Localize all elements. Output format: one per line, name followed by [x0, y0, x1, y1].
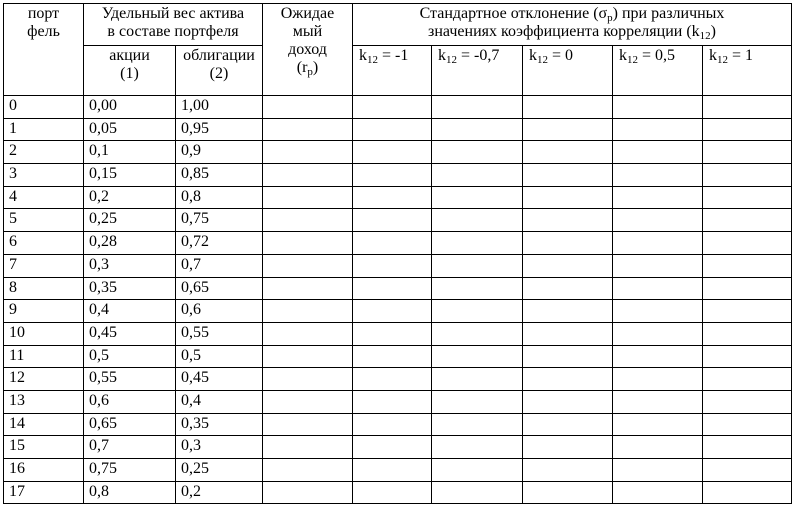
- expected-return-cell: [263, 300, 353, 323]
- k-value: = 1: [728, 47, 754, 64]
- std-k-0-cell: [523, 186, 613, 209]
- return-header-line2: мый: [292, 23, 323, 40]
- portfolio-number-cell: 10: [4, 322, 84, 345]
- std-k-1-cell: [703, 413, 792, 436]
- std-k-0-cell: [523, 254, 613, 277]
- std-k-0-cell: [523, 436, 613, 459]
- std-k-0-cell: [523, 481, 613, 504]
- expected-return-cell: [263, 390, 353, 413]
- stocks-weight-cell: 0,2: [84, 186, 176, 209]
- std-k-neg07-cell: [432, 118, 523, 141]
- std-k-neg1-cell: [353, 300, 432, 323]
- stocks-weight-cell: 0,6: [84, 390, 176, 413]
- std-k-neg07-cell: [432, 254, 523, 277]
- std-k-neg1-cell: [353, 345, 432, 368]
- bonds-weight-cell: 0,35: [176, 413, 263, 436]
- std-k-neg07-cell: [432, 141, 523, 164]
- k-sub: 12: [367, 54, 378, 66]
- return-header-line1: Ожидае: [280, 5, 335, 22]
- portfolio-number-cell: 3: [4, 164, 84, 187]
- std-k-neg1-cell: [353, 254, 432, 277]
- std-k-neg07-cell: [432, 413, 523, 436]
- return-header-r: (r: [296, 59, 308, 76]
- bonds-weight-cell: 0,45: [176, 368, 263, 391]
- expected-return-cell: [263, 277, 353, 300]
- std-k-1-cell: [703, 345, 792, 368]
- std-k-05-cell: [613, 96, 703, 119]
- expected-return-cell: [263, 322, 353, 345]
- std-header-line2-pre: значениях коэффициента корреляции (k: [428, 23, 700, 40]
- std-k-neg07-cell: [432, 345, 523, 368]
- std-k-0-cell: [523, 96, 613, 119]
- table-row: [4, 209, 792, 232]
- std-header-line2-post: ): [710, 23, 716, 40]
- std-k-neg07-cell: [432, 436, 523, 459]
- std-k-neg1-cell: [353, 164, 432, 187]
- table-row: [4, 254, 792, 277]
- stocks-weight-cell: 0,25: [84, 209, 176, 232]
- std-k-05-cell: [613, 459, 703, 482]
- stocks-weight-cell: 0,55: [84, 368, 176, 391]
- std-k-neg07-cell: [432, 390, 523, 413]
- portfolio-number-cell: 8: [4, 277, 84, 300]
- expected-return-cell: [263, 96, 353, 119]
- bonds-weight-cell: 0,65: [176, 277, 263, 300]
- table-row: [4, 436, 792, 459]
- std-k-1-cell: [703, 254, 792, 277]
- std-k-1-cell: [703, 118, 792, 141]
- k-col-1: [353, 46, 432, 96]
- bonds-weight-cell: 0,75: [176, 209, 263, 232]
- bonds-weight-cell: 0,3: [176, 436, 263, 459]
- std-group-header: [353, 4, 792, 46]
- std-k-05-cell: [613, 368, 703, 391]
- expected-return-cell: [263, 186, 353, 209]
- std-k-1-cell: [703, 164, 792, 187]
- std-k-neg07-cell: [432, 322, 523, 345]
- bonds-header: [176, 46, 263, 96]
- std-k-0-cell: [523, 322, 613, 345]
- std-k-1-cell: [703, 209, 792, 232]
- k-letter: k: [529, 47, 537, 64]
- table-row: [4, 141, 792, 164]
- stocks-weight-cell: 0,35: [84, 277, 176, 300]
- std-k-neg1-cell: [353, 232, 432, 255]
- std-k-05-cell: [613, 436, 703, 459]
- std-k-neg1-cell: [353, 322, 432, 345]
- portfolio-table: [3, 3, 792, 504]
- expected-return-cell: [263, 164, 353, 187]
- std-k-05-cell: [613, 413, 703, 436]
- std-header-line2-sub: 12: [699, 30, 711, 42]
- table-row: [4, 413, 792, 436]
- weight-header-line1: Удельный вес актива: [101, 5, 245, 22]
- std-k-0-cell: [523, 413, 613, 436]
- stocks-weight-cell: 0,1: [84, 141, 176, 164]
- portfolio-number-cell: 13: [4, 390, 84, 413]
- portfolio-number-cell: 17: [4, 481, 84, 504]
- std-k-05-cell: [613, 345, 703, 368]
- std-k-1-cell: [703, 96, 792, 119]
- expected-return-cell: [263, 345, 353, 368]
- table-header: [4, 4, 792, 96]
- table-row: [4, 459, 792, 482]
- stocks-weight-cell: 0,28: [84, 232, 176, 255]
- std-k-05-cell: [613, 118, 703, 141]
- expected-return-cell: [263, 459, 353, 482]
- stocks-weight-cell: 0,15: [84, 164, 176, 187]
- std-k-neg07-cell: [432, 209, 523, 232]
- std-k-1-cell: [703, 390, 792, 413]
- std-k-neg1-cell: [353, 436, 432, 459]
- std-k-neg07-cell: [432, 96, 523, 119]
- bonds-weight-cell: 0,9: [176, 141, 263, 164]
- expected-return-cell: [263, 368, 353, 391]
- table-body: [4, 96, 792, 504]
- table-row: [4, 277, 792, 300]
- stocks-header: [84, 46, 176, 96]
- stocks-weight-cell: 0,05: [84, 118, 176, 141]
- std-header-line1-sub: p: [607, 12, 613, 24]
- std-k-1-cell: [703, 232, 792, 255]
- bonds-weight-cell: 0,95: [176, 118, 263, 141]
- k-sub: 12: [717, 54, 728, 66]
- bonds-weight-cell: 0,5: [176, 345, 263, 368]
- std-k-neg07-cell: [432, 300, 523, 323]
- portfolio-header-line2: фель: [27, 23, 60, 40]
- expected-return-cell: [263, 141, 353, 164]
- bonds-weight-cell: 0,8: [176, 186, 263, 209]
- bonds-weight-cell: 0,6: [176, 300, 263, 323]
- std-k-0-cell: [523, 300, 613, 323]
- table-row: [4, 96, 792, 119]
- std-k-1-cell: [703, 186, 792, 209]
- portfolio-header: [4, 4, 84, 96]
- std-k-05-cell: [613, 300, 703, 323]
- std-k-neg07-cell: [432, 164, 523, 187]
- k-letter: k: [619, 47, 627, 64]
- portfolio-number-cell: 0: [4, 96, 84, 119]
- std-k-neg07-cell: [432, 277, 523, 300]
- portfolio-number-cell: 6: [4, 232, 84, 255]
- std-k-05-cell: [613, 481, 703, 504]
- std-k-0-cell: [523, 141, 613, 164]
- k-value: = 0,5: [638, 47, 676, 64]
- std-k-0-cell: [523, 209, 613, 232]
- bonds-weight-cell: 0,85: [176, 164, 263, 187]
- stocks-weight-cell: 0,75: [84, 459, 176, 482]
- portfolio-number-cell: 16: [4, 459, 84, 482]
- stocks-weight-cell: 0,45: [84, 322, 176, 345]
- k-sub: 12: [446, 54, 457, 66]
- portfolio-number-cell: 2: [4, 141, 84, 164]
- portfolio-table-wrapper: [3, 3, 792, 504]
- std-k-neg1-cell: [353, 186, 432, 209]
- k-value: = 0: [548, 47, 574, 64]
- std-k-neg1-cell: [353, 209, 432, 232]
- expected-return-cell: [263, 232, 353, 255]
- std-k-neg07-cell: [432, 186, 523, 209]
- std-k-neg1-cell: [353, 481, 432, 504]
- std-header-line1-pre: Стандартное отклонение (σ: [419, 5, 608, 22]
- std-k-0-cell: [523, 118, 613, 141]
- k-letter: k: [709, 47, 717, 64]
- expected-return-header: [263, 4, 353, 96]
- portfolio-number-cell: 1: [4, 118, 84, 141]
- weight-header-line2: в составе портфеля: [107, 23, 239, 40]
- std-k-0-cell: [523, 368, 613, 391]
- bonds-weight-cell: 0,7: [176, 254, 263, 277]
- k-col-4: [613, 46, 703, 96]
- std-k-0-cell: [523, 277, 613, 300]
- bonds-header-line2: (2): [209, 65, 229, 82]
- table-row: [4, 164, 792, 187]
- std-k-neg1-cell: [353, 390, 432, 413]
- k-letter: k: [438, 47, 446, 64]
- std-k-05-cell: [613, 186, 703, 209]
- std-k-05-cell: [613, 164, 703, 187]
- std-k-0-cell: [523, 459, 613, 482]
- portfolio-number-cell: 11: [4, 345, 84, 368]
- stocks-weight-cell: 0,65: [84, 413, 176, 436]
- std-k-neg07-cell: [432, 481, 523, 504]
- stocks-weight-cell: 0,7: [84, 436, 176, 459]
- std-k-neg07-cell: [432, 368, 523, 391]
- std-k-neg07-cell: [432, 459, 523, 482]
- stocks-weight-cell: 0,3: [84, 254, 176, 277]
- k-sub: 12: [627, 54, 638, 66]
- stocks-weight-cell: 0,5: [84, 345, 176, 368]
- bonds-weight-cell: 0,4: [176, 390, 263, 413]
- stocks-header-line1: акции: [109, 47, 150, 64]
- std-k-0-cell: [523, 232, 613, 255]
- std-k-neg1-cell: [353, 368, 432, 391]
- std-k-1-cell: [703, 141, 792, 164]
- return-header-line3: доход: [288, 41, 327, 58]
- std-k-1-cell: [703, 277, 792, 300]
- expected-return-cell: [263, 209, 353, 232]
- expected-return-cell: [263, 413, 353, 436]
- std-k-neg1-cell: [353, 277, 432, 300]
- bonds-weight-cell: 0,2: [176, 481, 263, 504]
- std-k-neg1-cell: [353, 459, 432, 482]
- std-k-1-cell: [703, 322, 792, 345]
- stocks-weight-cell: 0,00: [84, 96, 176, 119]
- table-row: [4, 232, 792, 255]
- std-k-neg1-cell: [353, 413, 432, 436]
- std-k-05-cell: [613, 209, 703, 232]
- table-row: [4, 368, 792, 391]
- portfolio-number-cell: 7: [4, 254, 84, 277]
- k-sub: 12: [537, 54, 548, 66]
- stocks-weight-cell: 0,4: [84, 300, 176, 323]
- std-k-1-cell: [703, 481, 792, 504]
- portfolio-number-cell: 15: [4, 436, 84, 459]
- expected-return-cell: [263, 481, 353, 504]
- portfolio-number-cell: 9: [4, 300, 84, 323]
- std-k-0-cell: [523, 345, 613, 368]
- portfolio-number-cell: 14: [4, 413, 84, 436]
- bonds-weight-cell: 0,55: [176, 322, 263, 345]
- table-row: [4, 118, 792, 141]
- k-value: = -1: [378, 47, 409, 64]
- k-letter: k: [359, 47, 367, 64]
- std-k-05-cell: [613, 232, 703, 255]
- portfolio-number-cell: 5: [4, 209, 84, 232]
- portfolio-number-cell: 12: [4, 368, 84, 391]
- portfolio-header-line1: порт: [27, 5, 60, 22]
- std-k-neg1-cell: [353, 118, 432, 141]
- stocks-header-line2: (1): [120, 65, 139, 82]
- bonds-header-line1: облигации: [183, 47, 255, 64]
- std-k-05-cell: [613, 322, 703, 345]
- bonds-weight-cell: 1,00: [176, 96, 263, 119]
- std-k-05-cell: [613, 141, 703, 164]
- table-row: [4, 300, 792, 323]
- k-col-5: [703, 46, 792, 96]
- std-k-1-cell: [703, 300, 792, 323]
- portfolio-number-cell: 4: [4, 186, 84, 209]
- table-row: [4, 345, 792, 368]
- std-k-05-cell: [613, 254, 703, 277]
- table-row: [4, 322, 792, 345]
- std-k-1-cell: [703, 436, 792, 459]
- weight-group-header: [84, 4, 263, 46]
- std-k-1-cell: [703, 459, 792, 482]
- return-header-sub: p: [307, 66, 313, 78]
- std-k-0-cell: [523, 390, 613, 413]
- stocks-weight-cell: 0,8: [84, 481, 176, 504]
- expected-return-cell: [263, 436, 353, 459]
- table-row: [4, 390, 792, 413]
- k-col-2: [432, 46, 523, 96]
- std-k-neg1-cell: [353, 141, 432, 164]
- std-k-05-cell: [613, 390, 703, 413]
- std-k-neg1-cell: [353, 96, 432, 119]
- table-row: [4, 186, 792, 209]
- k-value: = -0,7: [457, 47, 500, 64]
- bonds-weight-cell: 0,72: [176, 232, 263, 255]
- bonds-weight-cell: 0,25: [176, 459, 263, 482]
- std-k-0-cell: [523, 164, 613, 187]
- return-header-close: ): [312, 59, 319, 76]
- expected-return-cell: [263, 254, 353, 277]
- std-k-05-cell: [613, 277, 703, 300]
- std-header-line1-post: ) при различных: [612, 5, 725, 22]
- expected-return-cell: [263, 118, 353, 141]
- k-col-3: [523, 46, 613, 96]
- std-k-1-cell: [703, 368, 792, 391]
- table-row: [4, 481, 792, 504]
- std-k-neg07-cell: [432, 232, 523, 255]
